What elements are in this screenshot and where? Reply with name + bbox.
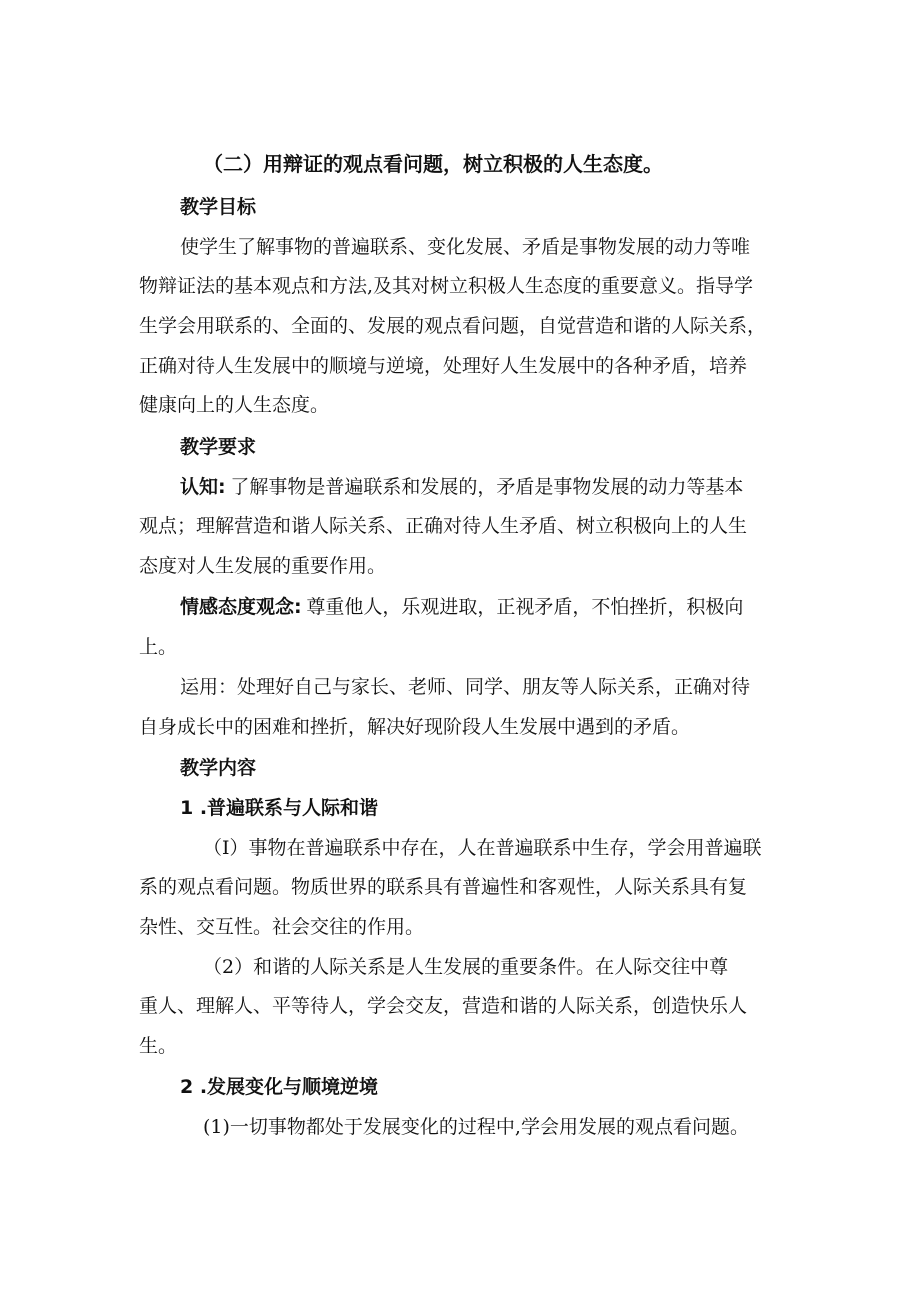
content-heading: 教学内容: [180, 757, 257, 779]
section1-item2-line-1: （2）和谐的人际关系是人生发展的重要条件。在人际交往中尊: [203, 956, 729, 978]
cognition-line-1: [180, 474, 743, 501]
emotion-line-2: 上。: [139, 636, 178, 658]
cognition-text-1: 了解事物是普遍联系和发展的，矛盾是事物发展的动力等基本: [230, 476, 744, 498]
cognition-line-2: 观点；理解营造和谐人际关系、正确对待人生矛盾、树立积极向上的人生: [139, 515, 748, 537]
application-line-2: 自身成长中的困难和挫折，解决好现阶段人生发展中遇到的矛盾。: [139, 716, 691, 738]
goals-line-5: 健康向上的人生态度。: [139, 394, 330, 416]
goals-heading: 教学目标: [180, 196, 257, 218]
goals-line-4: 正确对待人生发展中的顺境与逆境，处理好人生发展中的各种矛盾，培养: [139, 355, 748, 377]
goals-line-1: 使学生了解事物的普遍联系、变化发展、矛盾是事物发展的动力等唯: [180, 236, 751, 258]
application-line-1: 运用：处理好自己与家长、老师、同学、朋友等人际关系，正确对待: [180, 676, 751, 698]
goals-line-3: 生学会用联系的、全面的、发展的观点看问题，自觉营造和谐的人际关系，: [139, 315, 767, 337]
section1-item1-line-1: （I）事物在普遍联系中存在，人在普遍联系中生存，学会用普遍联: [203, 837, 762, 859]
emotion-text-1: 尊重他人，乐观进取，正视矛盾，不怕挫折，积极向: [306, 596, 744, 618]
section1-item2-line-3: 生。: [139, 1035, 178, 1057]
section1-title: 1 .普遍联系与人际和谐: [180, 797, 379, 819]
section-title: （二）用辩证的观点看问题，树立积极的人生态度。: [203, 152, 663, 176]
section1-item1-line-3: 杂性、交互性。社会交往的作用。: [139, 916, 425, 938]
cognition-line-3: 态度对人生发展的重要作用。: [139, 555, 387, 577]
section1-item2-line-2: 重人、理解人、平等待人，学会交友，营造和谐的人际关系，创造快乐人: [139, 995, 748, 1017]
emotion-label: 情感态度观念:: [180, 596, 302, 618]
requirements-heading: 教学要求: [180, 436, 257, 458]
goals-line-2: 物辩证法的基本观点和方法,及其对树立积极人生态度的重要意义。指导学: [139, 275, 754, 297]
cognition-label: 认知:: [180, 476, 226, 498]
emotion-line-1: [180, 594, 743, 621]
section1-item1-line-2: 系的观点看问题。物质世界的联系具有普遍性和客观性，人际关系具有复: [139, 876, 748, 898]
section2-item1-line-1: (1)一切事物都处于发展变化的过程中,学会用发展的观点看问题。: [203, 1116, 749, 1138]
section2-title: 2 .发展变化与顺境逆境: [180, 1076, 379, 1098]
